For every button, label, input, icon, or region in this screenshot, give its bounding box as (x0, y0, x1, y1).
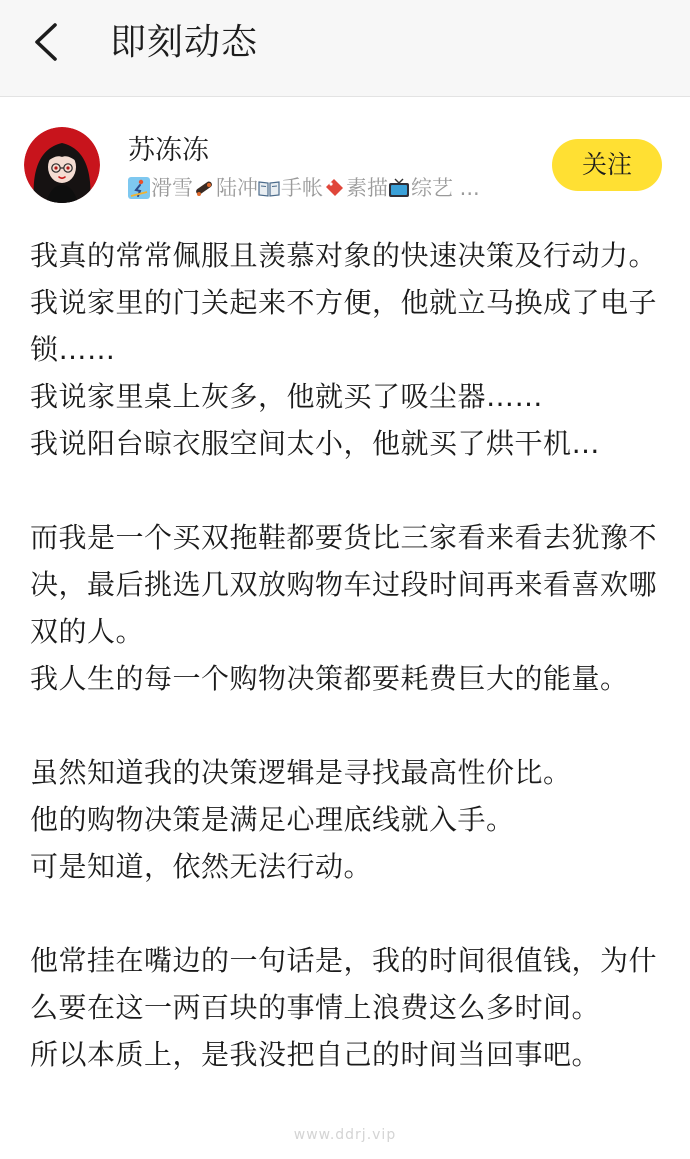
tag-skiing (128, 173, 193, 203)
post-line: 所以本质上，是我没把自己的时间当回事吧。 (30, 1038, 601, 1071)
top-bar (0, 0, 690, 97)
page-title: 即刻动态 (110, 22, 259, 63)
skiing-icon (128, 177, 150, 199)
book-icon (258, 177, 280, 199)
author-name[interactable]: 苏冻冻 (128, 135, 209, 166)
post-line: 我真的常常佩服且羡慕对象的快速决策及行动力。 (30, 239, 658, 272)
tv-icon (388, 177, 410, 199)
post-line: 虽然知道我的决策逻辑是寻找最高性价比。 (30, 756, 572, 789)
tag-label: 综艺 ... (411, 176, 480, 200)
follow-button[interactable]: 关注 (552, 139, 662, 191)
tag-book (258, 173, 323, 203)
author-tags (128, 173, 538, 207)
tag-label: 手帐 (281, 176, 323, 200)
post-line: 他常挂在嘴边的一句话是，我的时间很值钱，为什么要在这一两百块的事情上浪费这么多时间。 (30, 944, 658, 1024)
tag-label: 素描 (346, 176, 388, 200)
chevron-left-icon (29, 20, 63, 64)
skateboard-icon (193, 177, 215, 199)
tag-tv (388, 173, 480, 203)
post-content (30, 232, 660, 1078)
post-line: 可是知道，依然无法行动。 (30, 850, 373, 883)
avatar[interactable] (24, 127, 100, 203)
post-line: 他的购物决策是满足心理底线就入手。 (30, 803, 515, 836)
author-row (0, 97, 690, 227)
tag-bookmark (323, 173, 388, 203)
post-line: 我人生的每一个购物决策都要耗费巨大的能量。 (30, 662, 629, 695)
bookmark-icon (323, 177, 345, 199)
tag-label: 滑雪 (151, 176, 193, 200)
watermark: www.ddrj.vip (293, 1127, 397, 1143)
paragraph-gap (30, 890, 660, 937)
post-line: 而我是一个买双拖鞋都要货比三家看来看去犹豫不决，最后挑选几双放购物车过段时间再来看喜欢哪双的人。 (30, 521, 658, 648)
tag-label: 陆冲 (216, 176, 258, 200)
post-line: 我说家里的门关起来不方便，他就立马换成了电子锁…… (30, 286, 658, 366)
paragraph-gap (30, 467, 660, 514)
post-line: 我说家里桌上灰多，他就买了吸尘器…… (30, 380, 544, 413)
back-button[interactable] (18, 14, 74, 70)
tag-skateboard (193, 173, 258, 203)
post-line: 我说阳台晾衣服空间太小，他就买了烘干机… (30, 427, 601, 460)
paragraph-gap (30, 702, 660, 749)
